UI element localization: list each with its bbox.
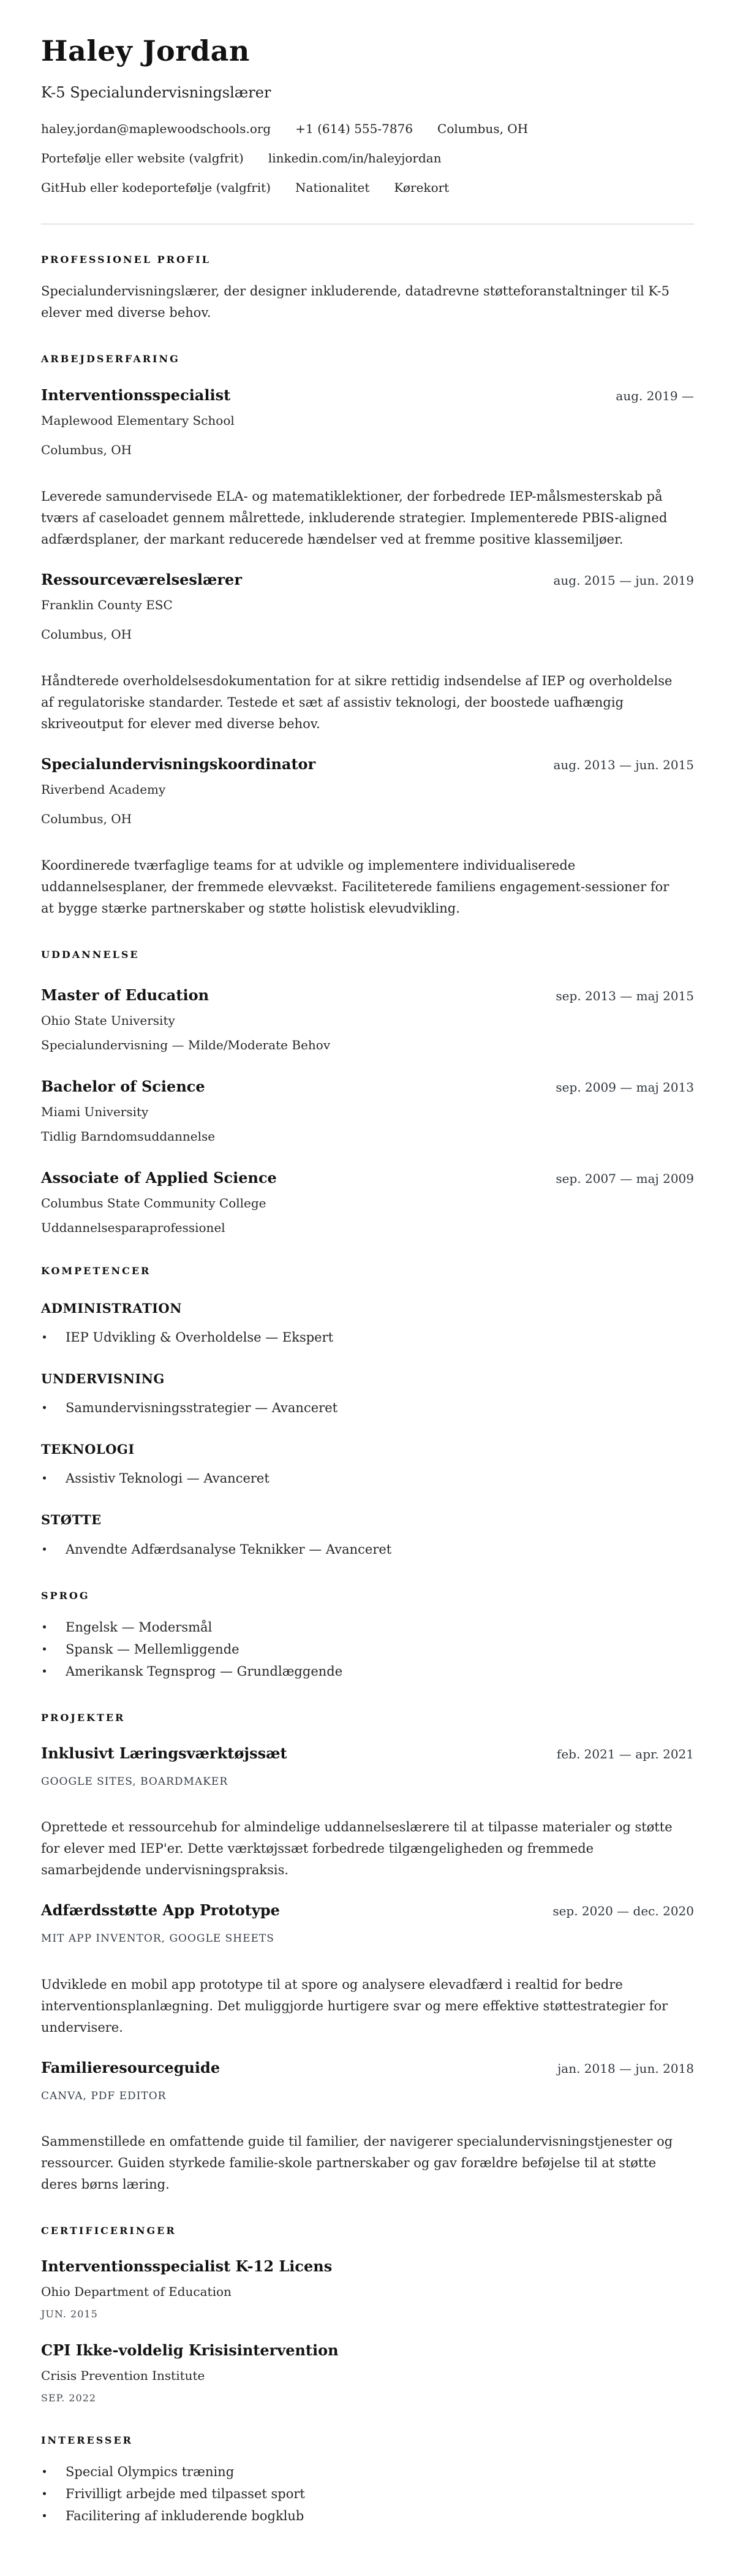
project-entry [41,2059,694,2195]
project-date: jan. 2018 — jun. 2018 [557,2061,694,2076]
experience-entry [41,571,694,735]
certification-issuer: Crisis Prevention Institute [41,2368,205,2384]
project-title: Adfærdsstøtte App Prototype [41,1901,280,1920]
contact-phone[interactable]: +1 (614) 555-7876 [295,121,413,137]
education-heading: UDDANNELSE [41,948,140,960]
skills-group-stoette [41,1511,694,1560]
experience-entry-head [41,755,694,773]
education-entry [41,1077,694,1144]
experience-organization: Franklin County ESC [41,597,173,612]
project-entry-head [41,1744,694,1763]
contact-linkedin[interactable]: linkedin.com/in/haleyjordan [268,151,442,166]
education-entry-head [41,986,694,1005]
contact-location[interactable]: Columbus, OH [437,121,529,137]
skills-group-name: ADMINISTRATION [41,1300,182,1316]
experience-heading: ARBEJDSERFARING [41,353,180,365]
contact-portfolio-placeholder[interactable]: Portefølje eller website (valgfrit) [41,151,244,166]
resume-header [41,34,694,196]
project-description: Udviklede en mobil app prototype til at spore og analysere elevadfærd i realtid for bedre interventionsplanlægning. Det muliggjorde hurtigere svar og mere effektive støttestrategier for undervisere. [41,1977,668,2035]
project-tools: CANVA, PDF EDITOR [41,2089,167,2102]
education-institution: Columbus State Community College [41,1195,266,1210]
skills-list [41,1326,694,1348]
skills-list [41,1467,694,1489]
skills-list [41,1538,694,1560]
section-interests [41,2434,694,2527]
experience-location: Columbus, OH [41,626,132,642]
education-entry-head [41,1169,694,1187]
education-institution: Ohio State University [41,1013,175,1028]
section-languages [41,1590,694,1682]
experience-description: Koordinerede tværfaglige teams for at udvikle og implementere individualiserede uddannelsesplaner, der fremmede elevvækst. Faciliteterede familiens engagement-sessioner for at bygge stærke partnerskaber og støtte holistisk elevudvikling. [41,857,669,916]
experience-entry [41,386,694,550]
certification-date: SEP. 2022 [41,2392,97,2404]
certification-date: JUN. 2015 [41,2308,98,2320]
certifications-heading: CERTIFICERINGER [41,2224,176,2236]
experience-entry-head [41,386,694,405]
skill-item: Anvendte Adfærdsanalyse Teknikker — Avanceret [41,1538,694,1560]
project-description: Oprettede et ressourcehub for almindelige uddannelseslærere til at tilpasse materialer og støtte for elever med IEP'er. Dette værktøjssæt forbedrede tilgængeligheden og fremmede samarbejdende undervisningspraksis. [41,1820,673,1878]
experience-entry-head [41,571,694,589]
education-degree: Associate of Applied Science [41,1168,277,1187]
skills-group-name: TEKNOLOGI [41,1442,135,1457]
experience-description: Håndterede overholdelsesdokumentation for at sikre rettidig indsendelse af IEP og overholdelse af regulatoriske standarder. Testede et sæt af assistiv teknologi, der boostede uafhængig skriveoutput for elever med diverse behov. [41,673,673,731]
certification-title: CPI Ikke-voldelig Krisisintervention [41,2341,339,2360]
section-profile [41,254,694,324]
education-entry-head [41,1077,694,1096]
education-entry [41,986,694,1053]
section-skills [41,1265,694,1560]
section-experience [41,353,694,919]
education-field: Uddannelsesparaprofessionel [41,1220,225,1235]
education-field: Tidlig Barndomsuddannelse [41,1128,216,1144]
skills-group-undervisning [41,1370,694,1419]
project-title: Inklusivt Læringsværktøjssæt [41,1744,287,1763]
contact-email[interactable]: haley.jordan@maplewoodschools.org [41,121,271,137]
skill-item: Assistiv Teknologi — Avanceret [41,1467,694,1489]
interest-item: Special Olympics træning [41,2461,694,2483]
skill-item: IEP Udvikling & Overholdelse — Ekspert [41,1326,694,1348]
person-name: Haley Jordan [41,34,250,67]
skill-item: Samundervisningsstrategier — Avanceret [41,1397,694,1419]
certification-issuer: Ohio Department of Education [41,2284,232,2300]
experience-organization: Maplewood Elementary School [41,412,235,428]
project-description: Sammenstillede en omfattende guide til familier, der navigerer specialundervisningstjenester og ressourcer. Guiden styrkede familie-skole partnerskaber og gav forældre beføjelse til at støtte deres børns læring. [41,2133,673,2192]
project-title: Familieresourceguide [41,2058,221,2076]
experience-location: Columbus, OH [41,811,132,826]
language-item: Spansk — Mellemliggende [41,1638,694,1660]
experience-organization: Riverbend Academy [41,781,166,797]
experience-title: Interventionsspecialist [41,386,231,404]
experience-entry [41,755,694,919]
profile-heading: PROFESSIONEL PROFIL [41,254,211,266]
skills-group-name: UNDERVISNING [41,1370,165,1386]
education-field: Specialundervisning — Milde/Moderate Behov [41,1037,331,1052]
project-entry-head [41,1901,694,1920]
skills-group-administration [41,1300,694,1348]
contact-github-placeholder[interactable]: GitHub eller kodeportefølje (valgfrit) [41,180,271,196]
interests-heading: INTERESSER [41,2434,133,2447]
skills-heading: KOMPETENCER [41,1264,151,1277]
skills-group-teknologi [41,1441,694,1489]
interest-item: Frivilligt arbejde med tilpasset sport [41,2483,694,2505]
experience-title: Specialundervisningskoordinator [41,754,316,773]
person-job-title: K-5 Specialundervisningslærer [41,84,271,102]
interest-item: Facilitering af inkluderende bogklub [41,2505,694,2527]
language-item: Engelsk — Modersmål [41,1616,694,1638]
experience-title: Ressourceværelseslærer [41,570,242,588]
education-date: sep. 2007 — maj 2009 [556,1171,694,1186]
experience-date: aug. 2013 — jun. 2015 [553,757,694,772]
certification-title: Interventionsspecialist K-12 Licens [41,2257,333,2276]
section-certifications [41,2225,694,2405]
education-degree: Master of Education [41,986,209,1004]
project-entry-head [41,2059,694,2077]
experience-date: aug. 2019 — [616,388,694,403]
education-degree: Bachelor of Science [41,1077,205,1095]
projects-heading: PROJEKTER [41,1711,126,1723]
section-projects [41,1712,694,2195]
project-tools: GOOGLE SITES, BOARDMAKER [41,1776,228,1788]
education-institution: Miami University [41,1104,149,1119]
contact-row-1 [41,121,694,137]
experience-date: aug. 2015 — jun. 2019 [553,572,694,588]
skills-list [41,1397,694,1419]
certification-entry [41,2257,694,2321]
interests-list [41,2461,694,2527]
languages-heading: SPROG [41,1589,90,1601]
profile-text: Specialundervisningslærer, der designer inkluderende, datadrevne støtteforanstaltninger til K-5 elever med diverse behov. [41,284,670,321]
education-date: sep. 2013 — maj 2015 [556,988,694,1003]
project-date: sep. 2020 — dec. 2020 [552,1904,694,1919]
education-date: sep. 2009 — maj 2013 [556,1079,694,1095]
project-entry [41,1744,694,1881]
contact-row-3 [41,180,694,196]
project-entry [41,1901,694,2038]
contact-nationality-placeholder[interactable]: Nationalitet [295,180,370,196]
skills-group-name: STØTTE [41,1512,102,1528]
language-item: Amerikansk Tegnsprog — Grundlæggende [41,1660,694,1682]
contact-row-2 [41,150,694,166]
experience-description: Leverede samundervisede ELA- og matematiklektioner, der forbedrede IEP-målsmesterskab på tværs af caseloadet gennem målrettede, inkluderende strategier. Implementerede PBIS-aligned adfærdsplaner, der markant reducerede hændelser ved at fremme positive klassemiljøer. [41,488,668,547]
project-tools: MIT APP INVENTOR, GOOGLE SHEETS [41,1932,274,1945]
certification-entry [41,2341,694,2405]
project-date: feb. 2021 — apr. 2021 [556,1747,694,1762]
education-entry [41,1169,694,1236]
experience-location: Columbus, OH [41,442,132,457]
section-education [41,949,694,1236]
contact-license-placeholder[interactable]: Kørekort [394,180,450,196]
languages-list [41,1616,694,1682]
